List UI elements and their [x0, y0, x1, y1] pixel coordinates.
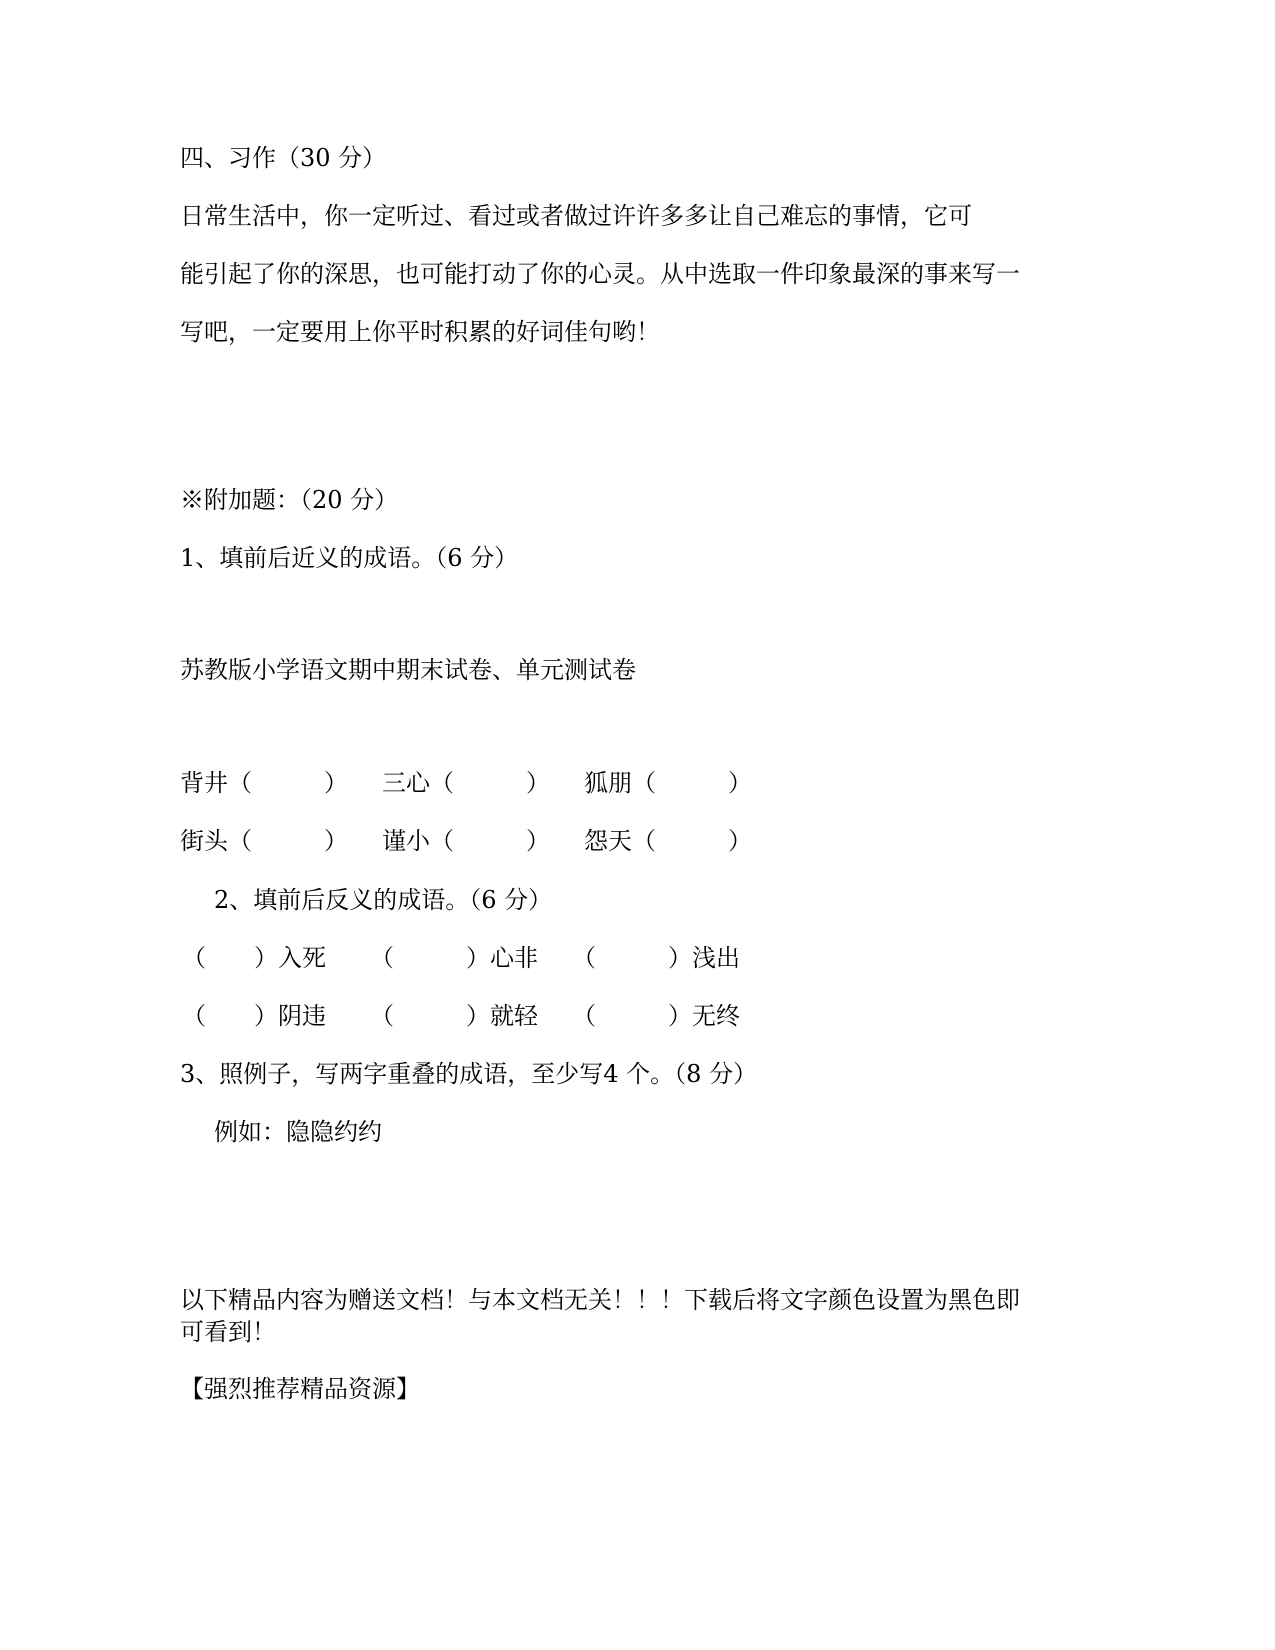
essay-prompt-line-1: 日常生活中，你一定听过、看过或者做过许许多多让自己难忘的事情，它可	[180, 202, 972, 230]
gift-notice: 以下精品内容为赠送文档！与本文档无关！！！下载后将文字颜色设置为黑色即可看到！	[180, 1286, 1020, 1346]
footer-title: 苏教版小学语文期中期末试卷、单元测试卷	[180, 656, 636, 684]
q3-example: 例如：隐隐约约	[214, 1118, 382, 1146]
q2-item: （ ）浅出	[572, 944, 740, 972]
essay-prompt-line-2: 能引起了你的深思，也可能打动了你的心灵。从中选取一件印象最深的事来写一	[180, 260, 1020, 288]
q1-title: 1、填前后近义的成语。（6 分）	[180, 544, 519, 572]
q1-item: 三心（ ）	[382, 769, 550, 797]
q1-item: 谨小（ ）	[382, 827, 550, 855]
recommend-heading: 【强烈推荐精品资源】	[180, 1375, 420, 1403]
q2-item: （ ）入死	[182, 944, 326, 972]
q2-item: （ ）就轻	[370, 1002, 538, 1030]
q1-item: 背井（ ）	[180, 769, 348, 797]
q3-title: 3、照例子，写两字重叠的成语，至少写4 个。（8 分）	[180, 1060, 758, 1088]
q2-item: （ ）心非	[370, 944, 538, 972]
q1-item: 狐朋（ ）	[584, 769, 752, 797]
q1-item: 怨天（ ）	[584, 827, 752, 855]
q1-item: 街头（ ）	[180, 827, 348, 855]
essay-prompt-line-3: 写吧，一定要用上你平时积累的好词佳句哟！	[180, 318, 660, 346]
q2-item: （ ）阴违	[182, 1002, 326, 1030]
q2-title: 2、填前后反义的成语。（6 分）	[214, 886, 553, 914]
q2-item: （ ）无终	[572, 1002, 740, 1030]
bonus-heading: ※附加题：（20 分）	[180, 486, 399, 514]
essay-heading: 四、习作（30 分）	[180, 144, 387, 172]
